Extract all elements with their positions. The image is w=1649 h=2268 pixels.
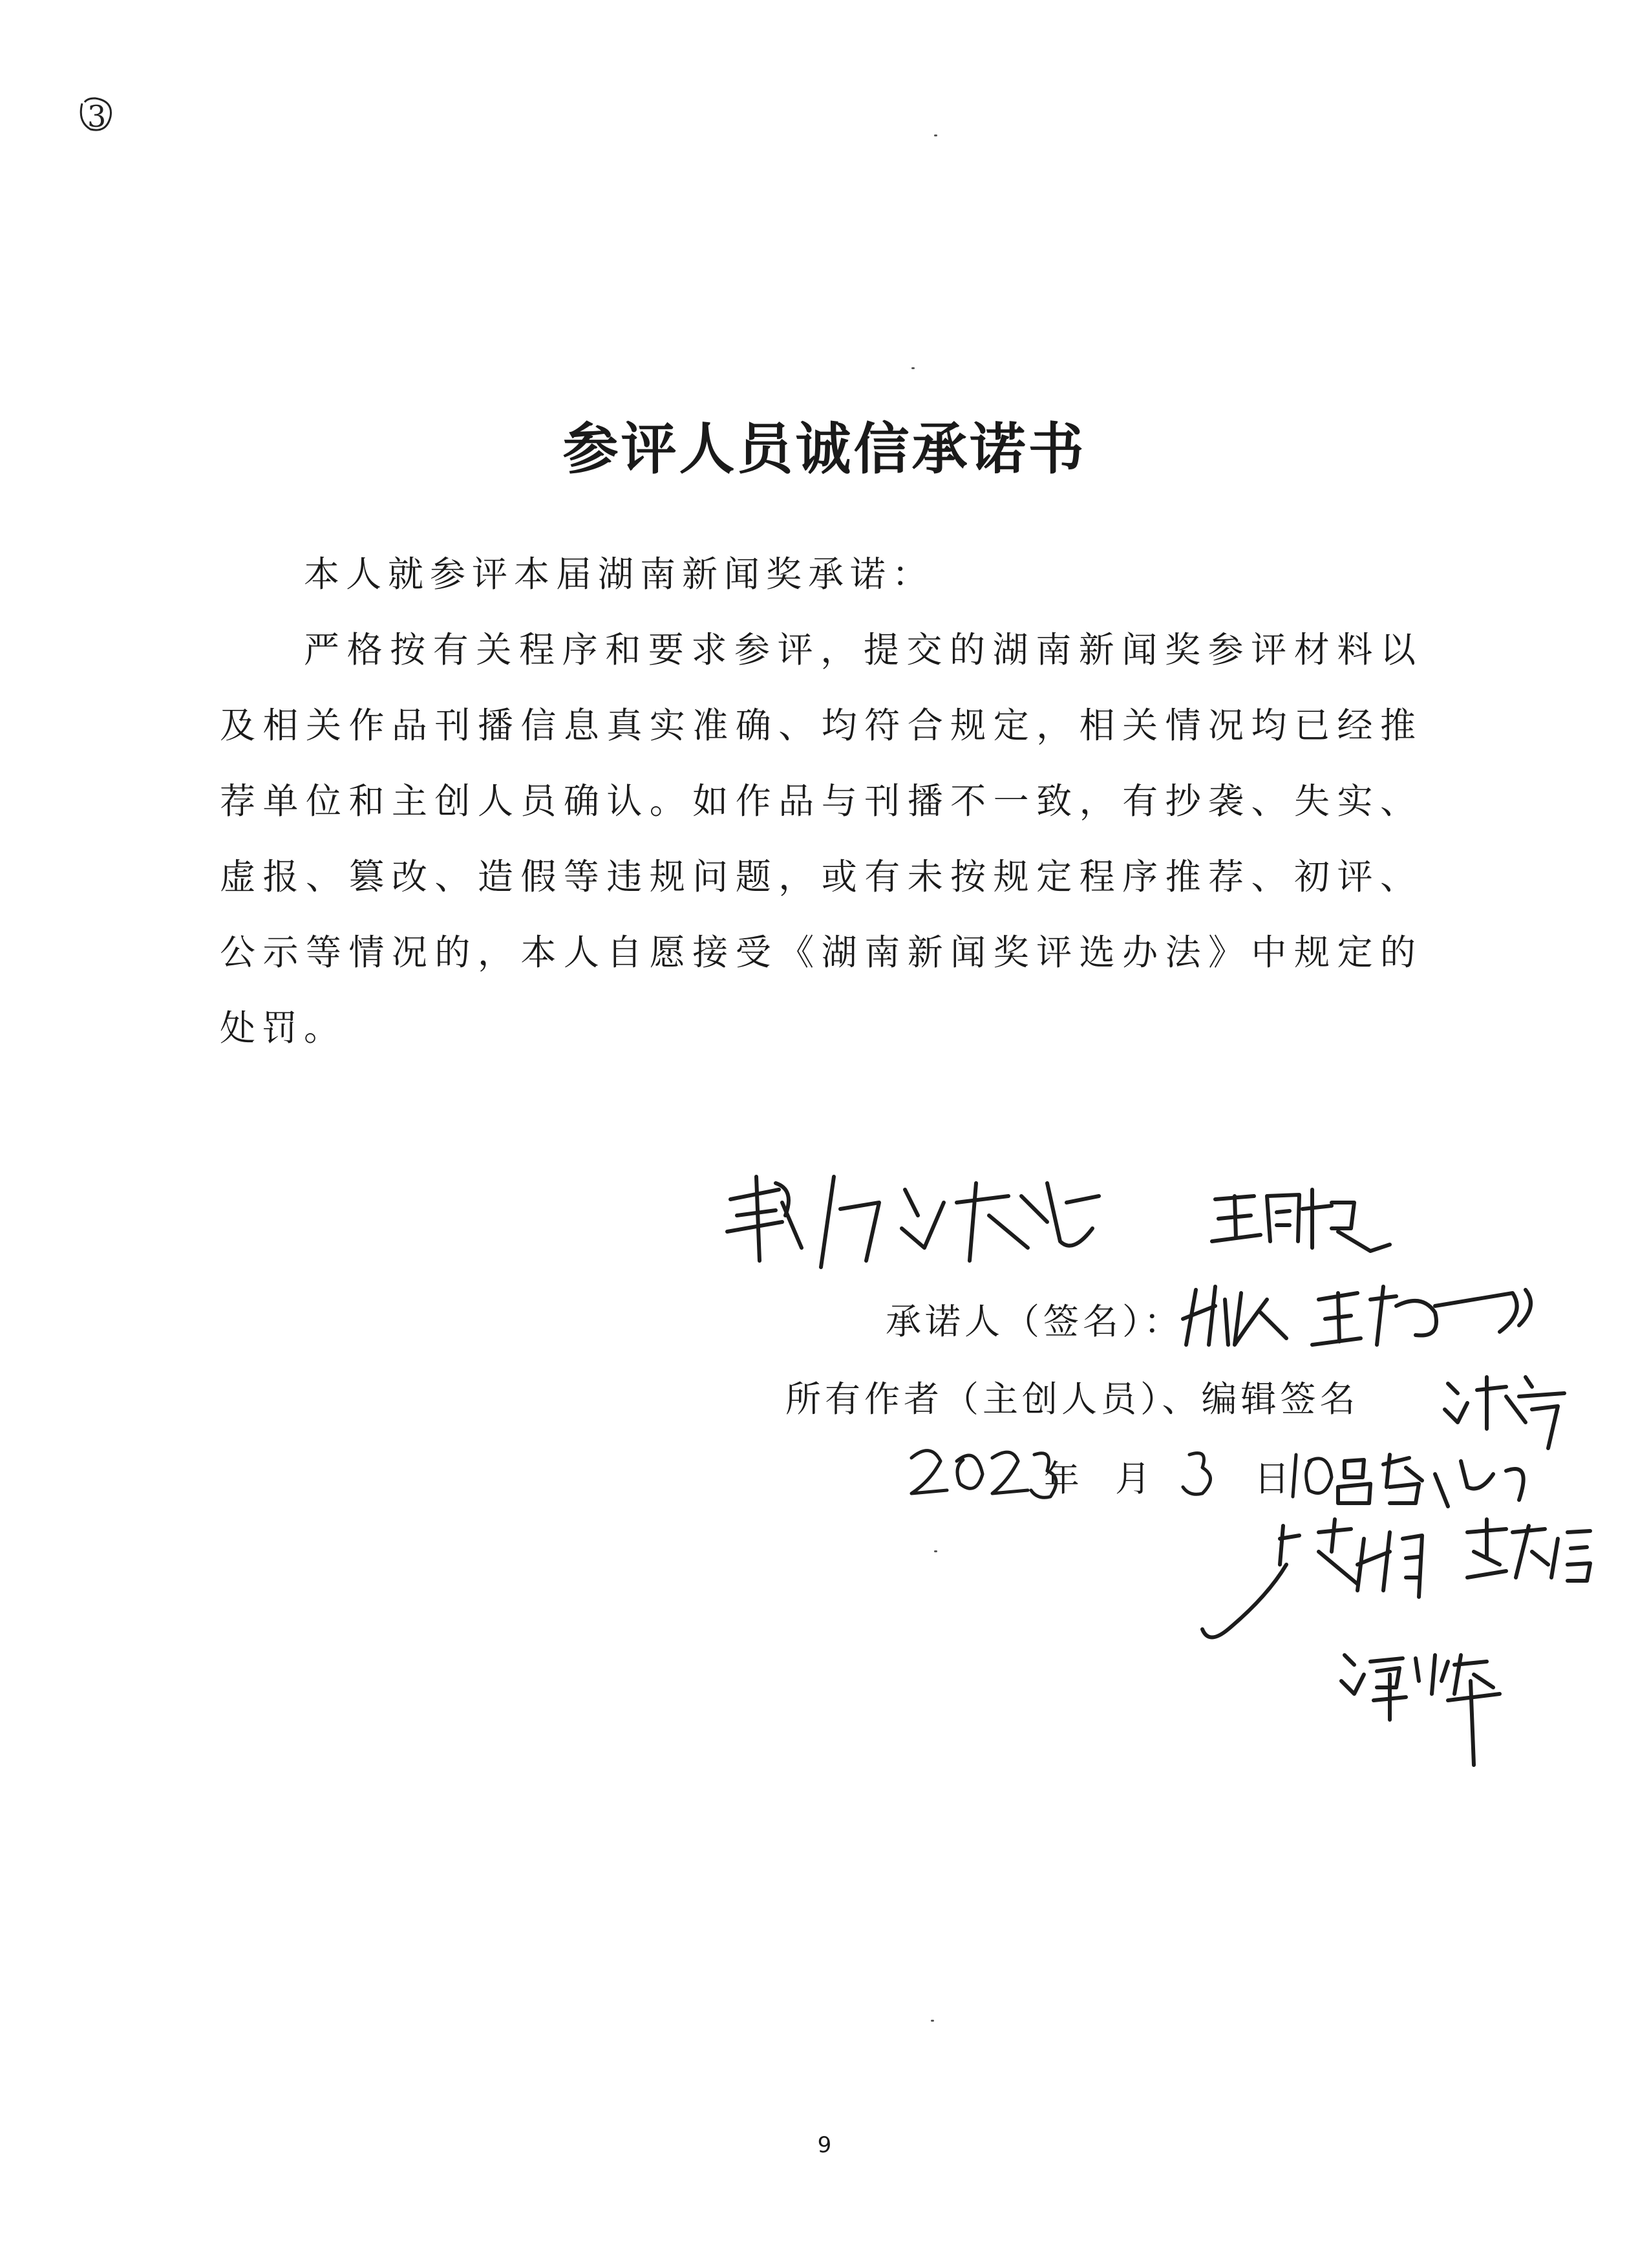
- date-day-label: 日: [1254, 1458, 1294, 1499]
- commitment-body: [220, 537, 1422, 1066]
- commitment-intro: 本人就参评本届湖南新闻奖承诺：: [304, 553, 935, 595]
- handwritten-page-mark: [68, 89, 120, 141]
- signature-1: [727, 1177, 1099, 1267]
- authors-signature-label: 所有作者（主创人员）、编辑签名: [785, 1378, 1359, 1420]
- date-month-label: 月: [1115, 1458, 1155, 1499]
- commitment-clause: 严格按有关程序和要求参评，提交的湖南新闻奖参评材料以及相关作品刊播信息真实准确、均符合规定，相关情况均已经推荐单位和主创人员确认。如作品与刊播不一致，有抄袭、失实、虚报、篡改、造假等违规问题，或有未按规定程序推荐、初评、公示等情况的，本人自愿接受《湖南新闻奖评选办法》中规定的处罚。: [220, 629, 1422, 1049]
- signature-4: [1445, 1377, 1564, 1448]
- signature-2: [1212, 1190, 1390, 1251]
- date-year-label: 年: [1044, 1458, 1084, 1499]
- signature-7: [1341, 1655, 1500, 1765]
- document-title: 参评人员诚信承诺书: [562, 417, 1087, 482]
- signature-5: [1338, 1455, 1524, 1506]
- page-number: 9: [817, 2132, 832, 2158]
- signature-3: [1183, 1287, 1531, 1345]
- signature-6: [1202, 1519, 1590, 1638]
- promisor-signature-label: 承诺人（签名）：: [886, 1301, 1184, 1342]
- handwritten-page-mark-text: 3: [87, 99, 107, 134]
